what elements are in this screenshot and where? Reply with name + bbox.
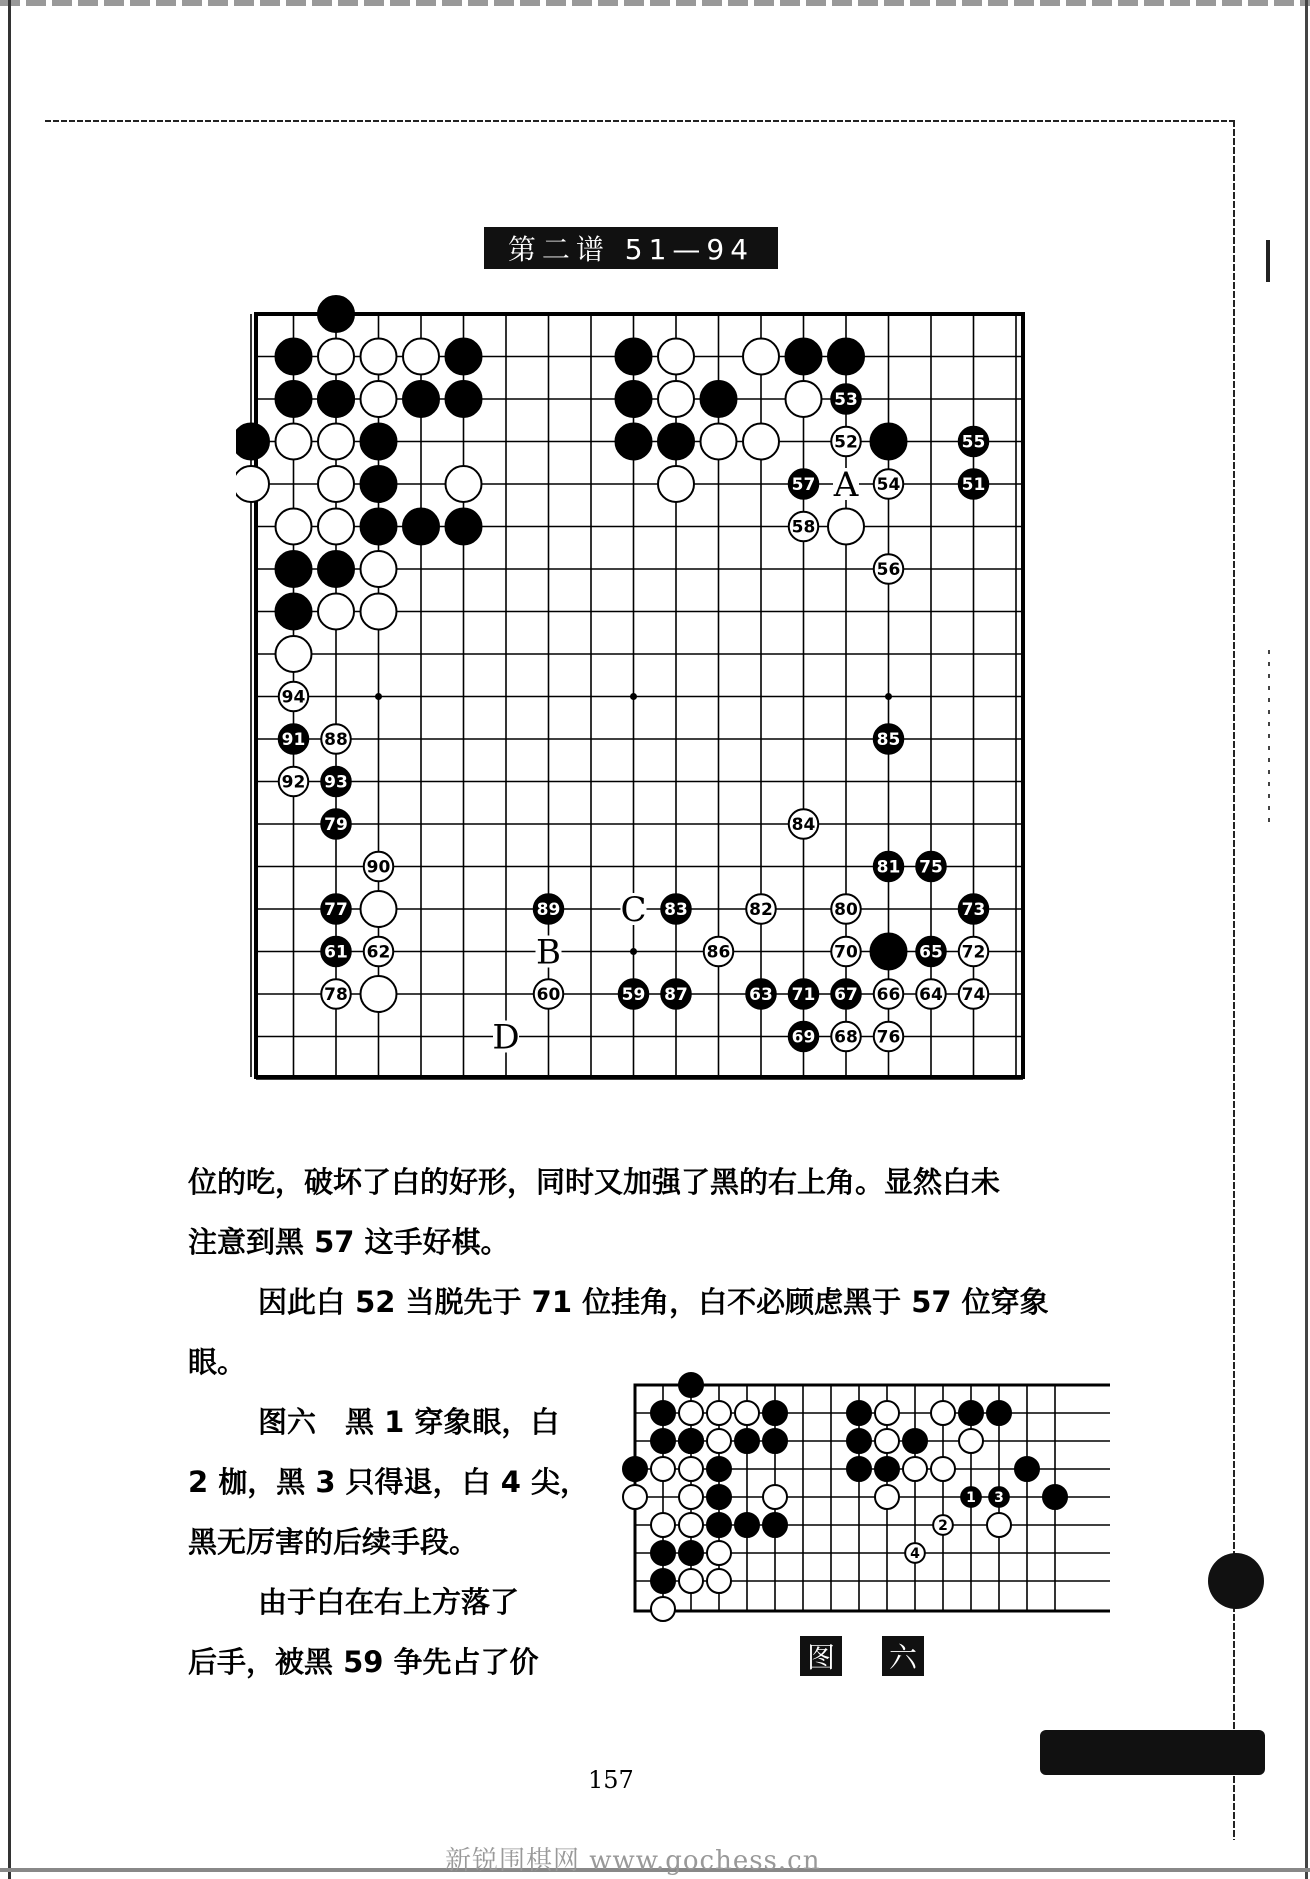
move-number-label: 76	[876, 1027, 901, 1048]
white-stone	[318, 339, 354, 375]
white-stone	[707, 1401, 731, 1425]
point-letter-d: D	[492, 1017, 520, 1058]
move-number-label: 70	[834, 942, 858, 963]
move-number-label: 83	[664, 900, 688, 921]
move-number-label: 92	[281, 772, 306, 793]
star-point	[885, 693, 892, 700]
white-stone	[651, 1457, 675, 1481]
white-stone	[875, 1485, 899, 1509]
margin-mark	[1266, 240, 1270, 282]
white-stone	[875, 1429, 899, 1453]
move-number-label: 53	[834, 390, 858, 411]
black-stone	[276, 594, 312, 630]
move-number-label: 65	[919, 942, 943, 963]
black-stone	[763, 1401, 787, 1425]
text-line-1: 位的吃，破坏了白的好形，同时又加强了黑的右上角。显然白未	[188, 1165, 1001, 1199]
white-stone	[658, 339, 694, 375]
white-stone	[658, 381, 694, 417]
white-stone	[701, 424, 737, 460]
move-number-label: 3	[994, 1490, 1004, 1507]
black-stone	[1015, 1457, 1039, 1481]
white-stone	[446, 466, 482, 502]
black-stone	[707, 1513, 731, 1537]
move-number-label: 94	[281, 687, 306, 708]
black-stone	[679, 1429, 703, 1453]
move-number-label: 75	[919, 857, 943, 878]
black-stone	[361, 466, 397, 502]
move-number-label: 62	[366, 942, 391, 963]
text-line-7: 黑无厉害的后续手段。	[188, 1525, 479, 1559]
scan-top-edge	[0, 0, 1310, 6]
white-stone	[276, 636, 312, 672]
white-stone	[707, 1429, 731, 1453]
white-stone	[361, 381, 397, 417]
white-stone	[361, 594, 397, 630]
white-stone	[828, 509, 864, 545]
chapter-tab-bar	[1040, 1730, 1265, 1775]
move-number-label: 2	[938, 1518, 948, 1535]
white-stone	[903, 1457, 927, 1481]
text-line-4: 眼。	[188, 1345, 247, 1379]
move-number-label: 51	[961, 475, 986, 496]
move-number-label: 91	[281, 730, 306, 751]
black-stone	[701, 381, 737, 417]
page-border-top	[45, 120, 1235, 122]
text-line-9: 后手，被黑 59 争先占了价	[188, 1645, 539, 1679]
text-line-3: 因此白 52 当脱先于 71 位挂角，白不必顾虑黑于 57 位穿象	[258, 1285, 1049, 1319]
black-stone	[361, 424, 397, 460]
diagram-title: 第二谱 51—94	[484, 227, 778, 269]
move-number-label: 56	[876, 560, 901, 581]
white-stone	[276, 509, 312, 545]
black-stone	[786, 339, 822, 375]
move-number-label: 79	[324, 815, 348, 836]
black-stone	[318, 381, 354, 417]
move-number-label: 78	[324, 985, 348, 1006]
black-stone	[658, 424, 694, 460]
text-line-8: 由于白在右上方落了	[258, 1585, 520, 1619]
black-stone	[847, 1429, 871, 1453]
small-go-board	[610, 1365, 1110, 1625]
black-stone	[446, 509, 482, 545]
black-stone	[847, 1401, 871, 1425]
white-stone	[679, 1401, 703, 1425]
black-stone	[651, 1401, 675, 1425]
margin-mark	[1268, 650, 1270, 830]
black-stone	[679, 1373, 703, 1397]
text-line-6: 2 枷，黑 3 只得退，白 4 尖，	[188, 1465, 590, 1499]
move-number-label: 60	[536, 985, 561, 1006]
move-number-label: 64	[919, 985, 943, 1006]
move-number-label: 73	[961, 900, 986, 921]
black-stone	[735, 1513, 759, 1537]
white-stone	[679, 1569, 703, 1593]
board-stones	[236, 296, 988, 1058]
diagram-caption-1: 图	[800, 1636, 842, 1676]
move-number-label: 86	[706, 942, 731, 963]
black-stone	[987, 1401, 1011, 1425]
white-stone	[651, 1513, 675, 1537]
move-number-label: 89	[536, 900, 561, 921]
move-number-label: 85	[876, 730, 901, 751]
move-number-label: 4	[910, 1546, 920, 1563]
star-point	[630, 948, 637, 955]
black-stone	[236, 424, 269, 460]
black-stone	[871, 424, 907, 460]
black-stone	[318, 551, 354, 587]
white-stone	[707, 1541, 731, 1565]
white-stone	[987, 1513, 1011, 1537]
move-number-label: 72	[961, 942, 986, 963]
white-stone	[361, 976, 397, 1012]
move-number-label: 58	[791, 517, 816, 538]
move-number-label: 54	[876, 475, 901, 496]
move-number-label: 55	[961, 432, 986, 453]
black-stone	[403, 509, 439, 545]
point-letter-c: C	[620, 890, 647, 930]
white-stone	[403, 339, 439, 375]
white-stone	[931, 1401, 955, 1425]
black-stone	[651, 1569, 675, 1593]
star-point	[375, 693, 382, 700]
move-number-label: 52	[834, 432, 858, 453]
black-stone	[276, 551, 312, 587]
move-number-label: 81	[876, 857, 901, 878]
move-number-label: 82	[749, 900, 773, 921]
star-point	[630, 693, 637, 700]
white-stone	[786, 381, 822, 417]
black-stone	[616, 381, 652, 417]
white-stone	[651, 1597, 675, 1621]
black-stone	[679, 1541, 703, 1565]
white-stone	[743, 424, 779, 460]
point-letter-b: B	[536, 932, 561, 973]
white-stone	[623, 1485, 647, 1509]
move-number-label: 80	[834, 900, 858, 921]
black-stone	[616, 424, 652, 460]
black-stone	[847, 1457, 871, 1481]
move-number-label: 74	[961, 985, 986, 1006]
white-stone	[875, 1401, 899, 1425]
white-stone	[318, 424, 354, 460]
white-stone	[318, 509, 354, 545]
text-line-2: 注意到黑 57 这手好棋。	[188, 1225, 510, 1259]
white-stone	[679, 1513, 703, 1537]
black-stone	[446, 339, 482, 375]
black-stone	[707, 1457, 731, 1481]
white-stone	[361, 891, 397, 927]
white-stone	[318, 594, 354, 630]
black-stone	[1043, 1485, 1067, 1509]
move-number-label: 67	[834, 985, 858, 1006]
move-number-label: 93	[324, 772, 348, 793]
white-stone	[236, 466, 269, 502]
black-stone	[318, 296, 354, 332]
move-number-label: 69	[791, 1027, 816, 1048]
black-stone	[623, 1457, 647, 1481]
move-number-label: 59	[621, 985, 646, 1006]
move-number-label: 61	[324, 942, 348, 963]
white-stone	[959, 1429, 983, 1453]
move-number-label: 68	[834, 1027, 858, 1048]
white-stone	[707, 1569, 731, 1593]
chapter-tab-marker	[1208, 1553, 1264, 1609]
move-number-label: 63	[749, 985, 773, 1006]
black-stone	[276, 339, 312, 375]
black-stone	[403, 381, 439, 417]
black-stone	[735, 1429, 759, 1453]
white-stone	[743, 339, 779, 375]
white-stone	[679, 1457, 703, 1481]
black-stone	[446, 381, 482, 417]
move-number-label: 77	[324, 900, 348, 921]
black-stone	[903, 1429, 927, 1453]
move-number-label: 66	[876, 985, 901, 1006]
scan-left-edge	[8, 0, 11, 1879]
black-stone	[828, 339, 864, 375]
text-line-5: 图六 黑 1 穿象眼，白	[258, 1405, 560, 1439]
move-number-label: 57	[791, 475, 816, 496]
black-stone	[875, 1457, 899, 1481]
white-stone	[318, 466, 354, 502]
move-number-label: 88	[324, 730, 348, 751]
black-stone	[959, 1401, 983, 1425]
black-stone	[763, 1513, 787, 1537]
white-stone	[276, 424, 312, 460]
watermark-footer: 新锐围棋网 www.gochess.cn	[445, 1846, 821, 1876]
black-stone	[616, 339, 652, 375]
move-number-label: 87	[664, 985, 688, 1006]
black-stone	[651, 1541, 675, 1565]
scan-right-edge	[1305, 0, 1308, 1879]
white-stone	[361, 551, 397, 587]
move-number-label: 90	[366, 857, 391, 878]
move-number-label: 1	[966, 1490, 976, 1507]
point-letter-a: A	[833, 465, 859, 505]
diagram-caption-2: 六	[882, 1636, 924, 1676]
white-stone	[658, 466, 694, 502]
move-number-label: 84	[791, 815, 816, 836]
white-stone	[763, 1485, 787, 1509]
white-stone	[735, 1401, 759, 1425]
black-stone	[276, 381, 312, 417]
white-stone	[679, 1485, 703, 1509]
black-stone	[707, 1485, 731, 1509]
black-stone	[651, 1429, 675, 1453]
page-number: 157	[588, 1766, 634, 1794]
white-stone	[361, 339, 397, 375]
black-stone	[361, 509, 397, 545]
white-stone	[931, 1457, 955, 1481]
black-stone	[871, 934, 907, 970]
move-number-label: 71	[791, 985, 816, 1006]
black-stone	[763, 1429, 787, 1453]
main-go-board	[236, 290, 1036, 1100]
